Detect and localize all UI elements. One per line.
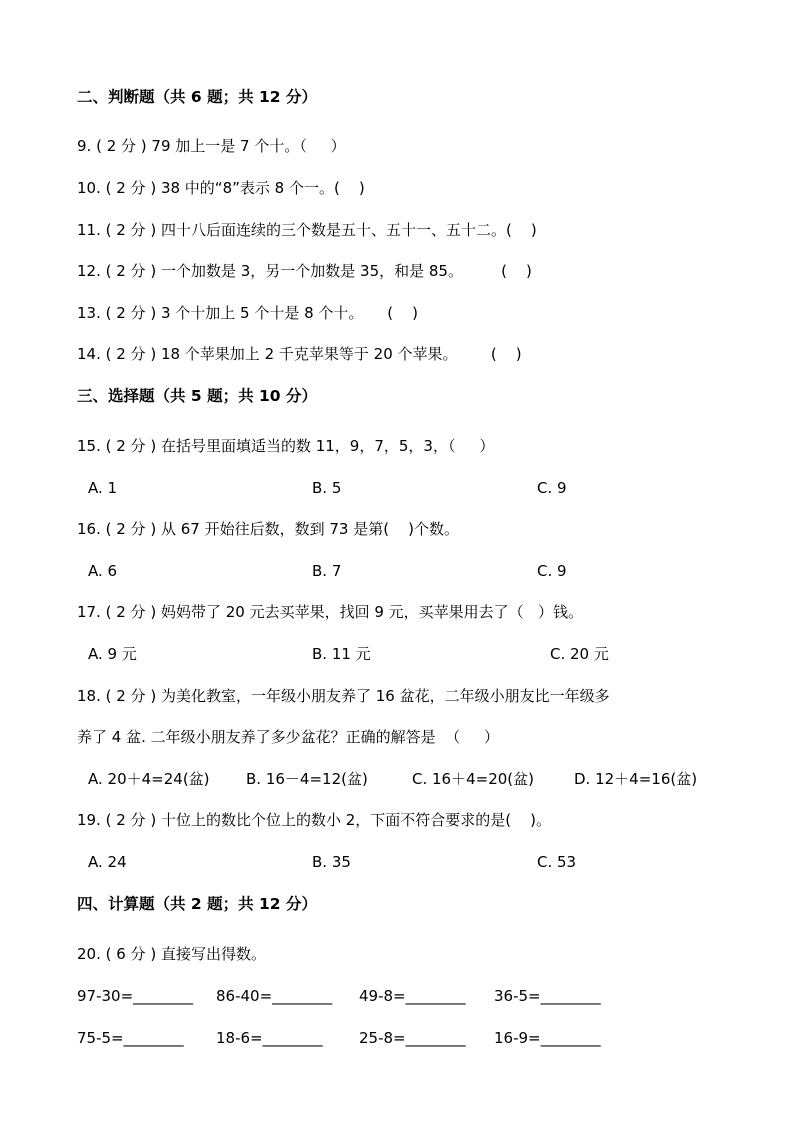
calc-item: 86-40=________	[216, 987, 333, 1005]
calc-item: 25-8=________	[359, 1029, 466, 1047]
calc-item: 75-5=________	[77, 1029, 184, 1047]
option-18-d: D. 12＋4=16(盆)	[574, 770, 698, 788]
section-heading-choice: 三、选择题（共 5 题；共 10 分）	[77, 387, 317, 405]
calc-item: 36-5=________	[494, 987, 601, 1005]
calc-item: 18-6=________	[216, 1029, 323, 1047]
option-18-b: B. 16－4=12(盆)	[246, 770, 368, 788]
option-18-a: A. 20＋4=24(盆)	[88, 770, 210, 788]
calc-item: 16-9=________	[494, 1029, 601, 1047]
calc-item: 49-8=________	[359, 987, 466, 1005]
question-10: 10. ( 2 分 ) 38 中的“8”表示 8 个一。( )	[77, 179, 365, 197]
option-15-c: C. 9	[537, 479, 567, 497]
question-19: 19. ( 2 分 ) 十位上的数比个位上的数小 2，下面不符合要求的是( )。	[77, 811, 552, 829]
option-19-b: B. 35	[312, 853, 351, 871]
calc-item: 97-30=________	[77, 987, 194, 1005]
option-18-c: C. 16＋4=20(盆)	[412, 770, 534, 788]
question-20: 20. ( 6 分 ) 直接写出得数。	[77, 945, 266, 963]
question-16: 16. ( 2 分 ) 从 67 开始往后数，数到 73 是第( )个数。	[77, 520, 459, 538]
question-9: 9. ( 2 分 ) 79 加上一是 7 个十。（ ）	[77, 137, 346, 155]
option-17-c: C. 20 元	[550, 645, 609, 663]
question-11: 11. ( 2 分 ) 四十八后面连续的三个数是五十、五十一、五十二。( )	[77, 221, 537, 239]
option-19-a: A. 24	[88, 853, 127, 871]
question-12: 12. ( 2 分 ) 一个加数是 3，另一个加数是 35，和是 85。 ( )	[77, 262, 532, 280]
question-18-line-2: 养了 4 盆. 二年级小朋友养了多少盆花？正确的解答是 （ ）	[77, 728, 499, 746]
option-17-a: A. 9 元	[88, 645, 137, 663]
section-heading-calc: 四、计算题（共 2 题；共 12 分）	[77, 895, 317, 913]
option-19-c: C. 53	[537, 853, 577, 871]
option-15-a: A. 1	[88, 479, 118, 497]
question-17: 17. ( 2 分 ) 妈妈带了 20 元去买苹果，找回 9 元，买苹果用去了（ ）钱。	[77, 603, 583, 621]
section-heading-judgment: 二、判断题（共 6 题；共 12 分）	[77, 88, 317, 106]
option-16-c: C. 9	[537, 562, 567, 580]
option-16-a: A. 6	[88, 562, 118, 580]
option-15-b: B. 5	[312, 479, 342, 497]
option-17-b: B. 11 元	[312, 645, 371, 663]
question-14: 14. ( 2 分 ) 18 个苹果加上 2 千克苹果等于 20 个苹果。 ( )	[77, 345, 522, 363]
option-16-b: B. 7	[312, 562, 342, 580]
question-15: 15. ( 2 分 ) 在括号里面填适当的数 11，9，7，5，3，（ ）	[77, 437, 495, 455]
question-13: 13. ( 2 分 ) 3 个十加上 5 个十是 8 个十。 ( )	[77, 304, 419, 322]
question-18-line-1: 18. ( 2 分 ) 为美化教室，一年级小朋友养了 16 盆花，二年级小朋友比一年级多	[77, 687, 610, 705]
